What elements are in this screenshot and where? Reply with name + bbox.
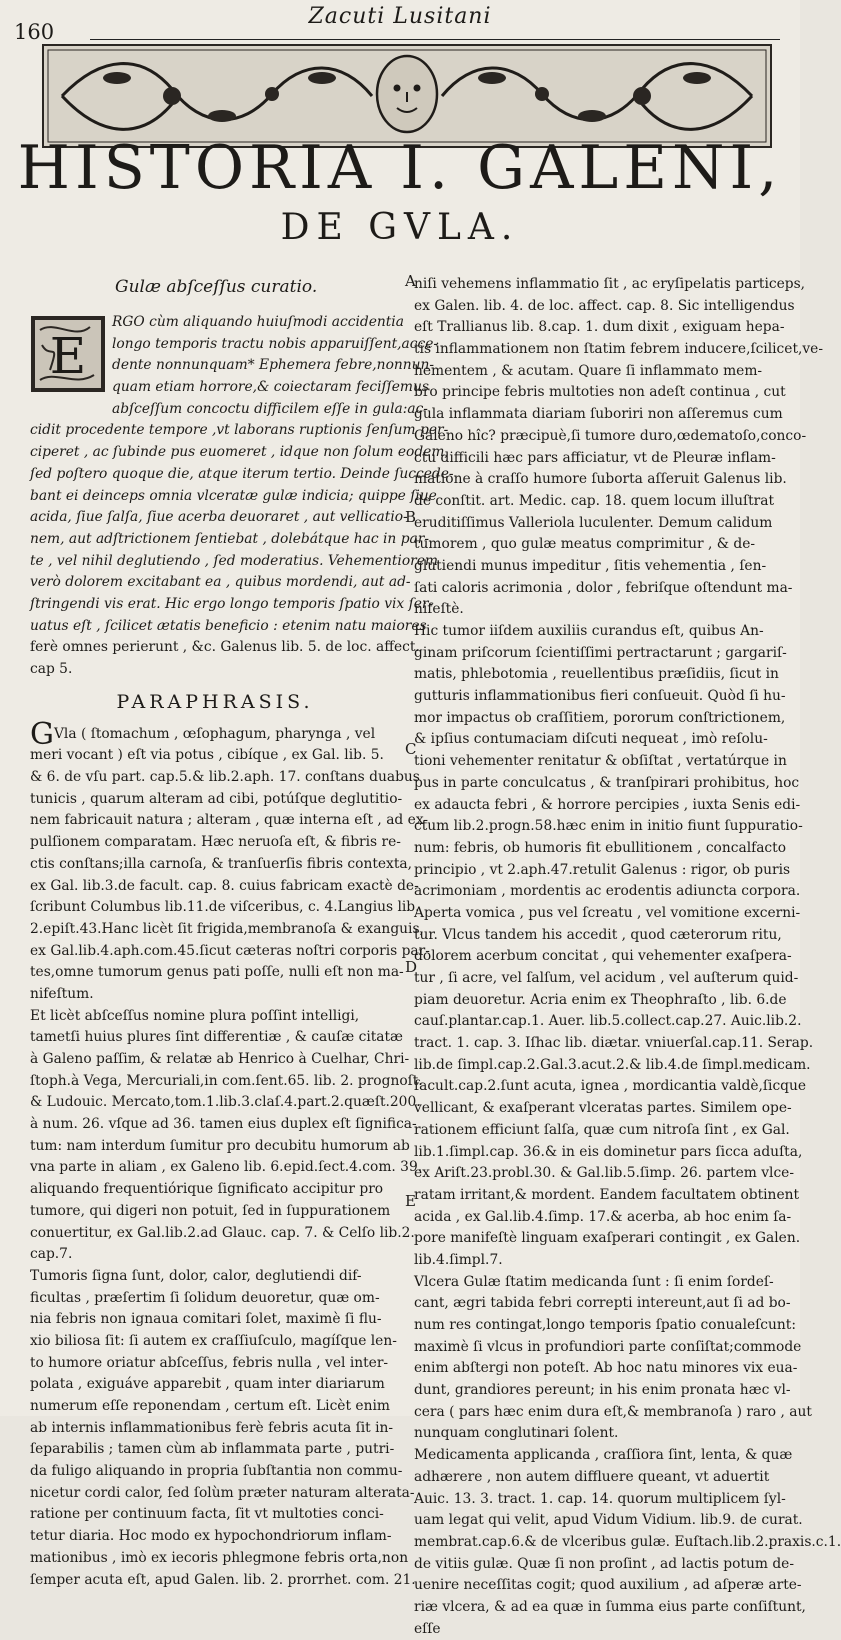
right-text-line: gutturis inflammationibus fieri conſueuit. Quòd ſi hu- <box>414 688 786 705</box>
running-head: Zacuti Lusitani <box>308 4 492 29</box>
right-text-line: tur , ſi acre, vel ſalſum, vel acidum , vel auſterum quid- <box>414 970 799 986</box>
right-text-line: lib.1.ſimpl.cap. 36.& in eis dominetur pars ſicca aduſta, <box>414 1143 803 1160</box>
right-text-line: eruditiſſimus Valleriola luculenter. Demum calidum <box>414 514 773 531</box>
margin-letter-e: E <box>405 1192 416 1210</box>
right-text-line: dolorem acerbum concitat , qui vehementer exaſpera- <box>414 948 792 965</box>
right-text-line: lib.de ſimpl.cap.2.Gal.3.acut.2.& lib.4.de ſimpl.medicam. <box>414 1056 811 1073</box>
right-text-line: ginam priſcorum ſcientiſſimi pertractarunt ; gargariſ- <box>414 644 787 661</box>
right-text-line: num res contingat,longo temporis ſpatio conualeſcunt: <box>414 1317 796 1333</box>
right-text-line: de vitiis gulæ. Quæ ſi non proſint , ad lactis potum de- <box>414 1555 794 1572</box>
history-paragraph: E RGO cùm aliquando huiuſmodi accidentia longo temporis tractu nobis apparuiſſent,acce- dente nonnunquam* Ephemera febre,nonnun- quam etiam horrore,& coiectaram feciſſemus abſceſſum concoctu difficilem eſſe in gula:ac- <box>30 312 400 420</box>
right-text-line: gula inflammata diariam ſuboriri non aſſeremus cum <box>414 406 783 423</box>
margin-letter-a: A <box>405 272 416 290</box>
right-text-line: dunt, grandiores pereunt; in his enim pronata hæc vl- <box>414 1382 791 1399</box>
right-text-line: ex Galen. lib. 4. de loc. affect. cap. 8. Sic intelligendus <box>414 297 795 314</box>
right-text-line: Auic. 13. 3. tract. 1. cap. 14. quorum multiplicem ſyl- <box>414 1490 786 1507</box>
right-text-line: vellicant, & exaſperant vlceratas partes. Similem ope- <box>414 1100 792 1117</box>
right-text-line: ſati caloris acrimonia , dolor , febriſque oſtendunt ma- <box>414 579 793 596</box>
right-text-line: & ipſius contumaciam diſcuti nequeat , imò reſolu- <box>414 731 768 748</box>
right-text-line: pus in parte conculcatus , & tranſpirari prohibitus, hoc <box>414 774 800 791</box>
right-text-line: uam legat qui velit, apud Vidum Vidium. lib.9. de curat. <box>414 1512 803 1529</box>
right-text-line: glutiendi munus impeditur , ſitis vehementia , ſen- <box>414 557 767 574</box>
right-text-line: ctum lib.2.progn.58.hæc enim in initio fiunt ſuppuratio- <box>414 818 803 835</box>
section-heading: Gulæ abſceſſus curatio. <box>115 277 318 297</box>
large-initial-g: G <box>30 716 54 752</box>
decorated-initial <box>30 315 106 393</box>
margin-letter-d: D <box>405 958 418 976</box>
right-text-line: tumorem , quo gulæ meatus comprimitur , & de- <box>414 536 756 553</box>
right-text-line: acida , ex Gal.lib.4.ſimp. 17.& acerba, ab hoc enim ſa- <box>414 1208 792 1225</box>
margin-letter-b: B <box>405 508 417 526</box>
right-text-line: ex adaucta febri , & horrore percipies , iuxta Senis edi- <box>414 796 801 813</box>
right-text-line: matis, phlebotomia , reuellentibus præſidiis, ſicut in <box>414 666 779 683</box>
right-text-line: Hic tumor iiſdem auxiliis curandus eſt, quibus An- <box>414 623 764 639</box>
right-text-line: enim abſtergi non poteſt. Ab hoc natu minores vix eua- <box>414 1360 798 1377</box>
right-text-line: cera ( pars hæc enim dura eſt,& membranoſa ) raro , aut <box>414 1403 812 1420</box>
right-text-line: membrat.cap.6.& de vlceribus gulæ. Euſtach.lib.2.praxis.c.1. <box>414 1533 841 1550</box>
right-text-line: cant, ægri tabida febri correpti intereunt,aut ſi ad bo- <box>414 1295 791 1312</box>
dropcap-letter: E <box>49 327 87 385</box>
right-text-line: de conſtit. art. Medic. cap. 18. quem locum illuſtrat <box>414 492 775 509</box>
chapter-title: HISTORIA I. GALENI, <box>17 133 783 203</box>
right-text-line: num: febris, ob humoris fit ebullitionem , concalfacto <box>414 839 787 856</box>
right-text-line: hementem , & acutam. Quare ſi inflammato mem- <box>414 362 763 379</box>
right-text-line: facult.cap.2.ſunt acuta, ignea , mordicantia valdè,ſicque <box>414 1078 807 1095</box>
right-text-line: ctu difficili hæc pars afficiatur, vt de Pleuræ inflam- <box>414 449 776 466</box>
right-text-line: Aperta vomica , pus vel ſcreatu , vel vomitione excerni- <box>414 904 801 921</box>
right-text-line: uenire neceſſitas cogit; quod auxilium , ad aſperæ arte- <box>414 1577 802 1594</box>
right-text-line: riæ vlcera, & ad ea quæ in ſumma eius parte conſiſtunt, <box>414 1598 806 1615</box>
chapter-subtitle: DE GVLA. <box>280 207 520 248</box>
right-text-line: Medicamenta applicanda , craſſiora ſint, lenta, & quæ <box>414 1447 793 1464</box>
right-text-line: acrimoniam , mordentis ac erodentis adiuncta corpora. <box>414 883 801 900</box>
right-text-line: principio , vt 2.aph.47.retulit Galenus : rigor, ob puris <box>414 861 791 878</box>
right-text-line: tis inflammationem non ſtatim febrem inducere,ſcilicet,ve- <box>414 341 823 358</box>
right-text-line: piam deuoretur. Acria enim ex Theophraſto , lib. 6.de <box>414 991 787 1008</box>
right-text-line: bro principe febris multoties non adeſt continua , cut <box>414 384 786 401</box>
right-text-line: eſſe <box>414 1620 441 1637</box>
paraphrasis-heading: PARAPHRASIS. <box>116 690 314 713</box>
right-text-line: lib.4.ſimpl.7. <box>414 1251 503 1268</box>
right-text-line: adhærere , non autem diffluere queant, vt aduertit <box>414 1468 770 1485</box>
right-text-line: niſi vehemens inflammatio ſit , ac eryſipelatis particeps, <box>414 276 806 292</box>
right-text-line: cauſ.plantar.cap.1. Auer. lib.5.collect.cap.27. Auic.lib.2. <box>414 1013 802 1030</box>
right-text-line: ratam irritant,& mordent. Eandem facultatem obtinent <box>414 1186 800 1203</box>
right-text-line: ex Ariſt.23.probl.30. & Gal.lib.5.ſimp. 26. partem vlce- <box>414 1165 795 1182</box>
left-column: E RGO cùm aliquando huiuſmodi accidentia longo temporis tractu nobis apparuiſſent,acce- dente nonnunquam* Ephemera febre,nonnun- quam etiam horrore,& coiectaram feciſſemus abſceſſum concoctu difficilem eſſe in gula:ac- cidit procedente tempore ,vt laborans ruptionis ſenſum per- ciperet , ac ſubinde pus euomeret , idque non ſolum eodem, ſed poſtero quoque die, atque iterum tertio. Deinde ſuccede- bant ei deinceps omnia vlceratæ gulæ indicia; quippe ſiue acida, ſiue ſalſa, ſiue acerba deuoraret , aut vellicatio- nem, aut adſtrictionem ſentiebat , dolebátque hac in par- te , vel nihil deglutiendo , ſed moderatius. Vehementiorem verò dolorem excitabant ea , quibus mordendi, aut ad- ſtringendi vis erat. Hic ergo longo temporis ſpatio vix ſer- uatus eſt , ſcilicet ætatis beneficio : etenim natu maiores ferè omnes perierunt , &c. Galenus lib. 5. de loc. affect. cap 5. PARAPHRASIS. GVla ( ſtomachum , œſophagum, pharynga , vel meri vocant ) eſt via potus , cibíque , ex Gal. lib. 5. & 6. de vſu part. cap.5.& lib.2.aph. 17. conſtans duabus tunicis , quarum alteram ad cibi, potúſque deglutitio- nem fabricauit natura ; alteram , quæ interna eſt , ad ex- pulſionem comparatam. Hæc neruoſa eſt, & fibris re- ctis conſtans;illa carnoſa, & tranſuerſis fibris contexta, ex Gal. lib.3.de facult. cap. 8. cuius fabricam exactè de- ſcribunt Columbus lib.11.de viſceribus, c. 4.Langius lib. 2.epiſt.43.Hanc licèt ſit frigida,membranoſa & exanguis, ex Gal.lib.4.aph.com.45.ſicut cæteras noſtri corporis par- tes,omne tumorum genus pati poſſe, nulli eſt non ma- nifeſtum. Et licèt abſceſſus nomine plura poſſint intelligi, tametſi huius plures ſint differentiæ , & cauſæ citatæ à Galeno paſſim, & relatæ ab Henrico à Cuelhar, Chri- ſtoph.à Vega, Mercuriali,in com.ſent.65. lib. 2. prognoſt. & Ludouic. Mercato,tom.1.lib.3.claſ.4.part.2.quæſt.200. à num. 26. vſque ad 36. tamen eius duplex eſt ſignifica- tum: nam interdum ſumitur pro decubitu humorum ab vna parte in aliam , ex Galeno lib. 6.epid.ſect.4.com. 39. aliquando frequentiórique ſignificato accipitur pro tumore, qui digeri non potuit, ſed in ſuppurationem conuertitur, ex Gal.lib.2.ad Glauc. cap. 7. & Celſo lib.2. cap.7. Tumoris ſigna ſunt, dolor, calor, deglutiendi dif- ficultas , præſertim ſi ſolidum deuoretur, quæ om- nia febris non ignaua comitari ſolet, maximè ſi flu- xio biliosa ſit: ſi autem ex craſſiuſculo, magíſque len- to humore oriatur abſceſſus, febris nulla , vel inter- polata , exiguáve apparebit , quam inter diariarum numerum eſſe reponendam , certum eſt. Licèt enim ab internis inflammationibus ferè febris acuta ſit in- ſeparabilis ; tamen cùm ab inflammata parte , putri- da fuligo aliquando in propria ſubſtantia non commu- nicetur cordi calor, ſed ſolùm præter naturam alterata- ratione per continuum facta, ſit vt multoties conci- tetur diaria. Hoc modo ex hypochondriorum inflam- mationibus , imò ex iecoris phlegmone febris orta,non ſemper acuta eſt, apud Galen. lib. 2. prorrhet. com. 21. <box>30 314 454 1588</box>
right-text-line: Vlcera Gulæ ſtatim medicanda ſunt : ſi enim ſordeſ- <box>414 1273 774 1290</box>
right-text-line: Galeno hîc? præcipuè,ſi tumore duro,œdematoſo,conco- <box>414 427 807 444</box>
right-text-line: matione à craſſo humore ſuborta aſſeruit Galenus lib. <box>414 471 787 488</box>
right-text-line: mor impactus ob craſſitiem, pororum conſtrictionem, <box>414 709 786 726</box>
right-column <box>414 274 841 1640</box>
paraphrasis-first-line: GVla ( ſtomachum , œſophagum, pharynga , vel <box>30 716 376 752</box>
right-text-line: nifeſtè. <box>414 601 464 618</box>
right-text-line: eſt Trallianus lib. 8.cap. 1. dum dixit , exiguam hepa- <box>414 319 785 336</box>
right-text-line: nunquam conglutinari ſolent. <box>414 1425 619 1442</box>
margin-letter-c: C <box>405 740 417 758</box>
right-text-line: tract. 1. cap. 3. Iſhac lib. diætar. vniuerſal.cap.11. Serap. <box>414 1035 814 1052</box>
right-text-line: rationem efficiunt ſalſa, quæ cum nitroſa ſint , ex Gal. <box>414 1121 790 1138</box>
right-text-line: tur. Vlcus tandem his accedit , quod cæterorum ritu, <box>414 926 782 943</box>
right-text-line: tioni vehementer renitatur & obſiſtat , vertatúrque in <box>414 753 787 770</box>
page-number: 160 <box>14 20 55 44</box>
right-text-line: pore manifeſtè linguam exaſperari contingit , ex Galen. <box>414 1230 801 1247</box>
header-rule <box>90 39 780 40</box>
right-text-line: maximè ſi vlcus in profundiori parte conſiſtat;commode <box>414 1338 802 1355</box>
